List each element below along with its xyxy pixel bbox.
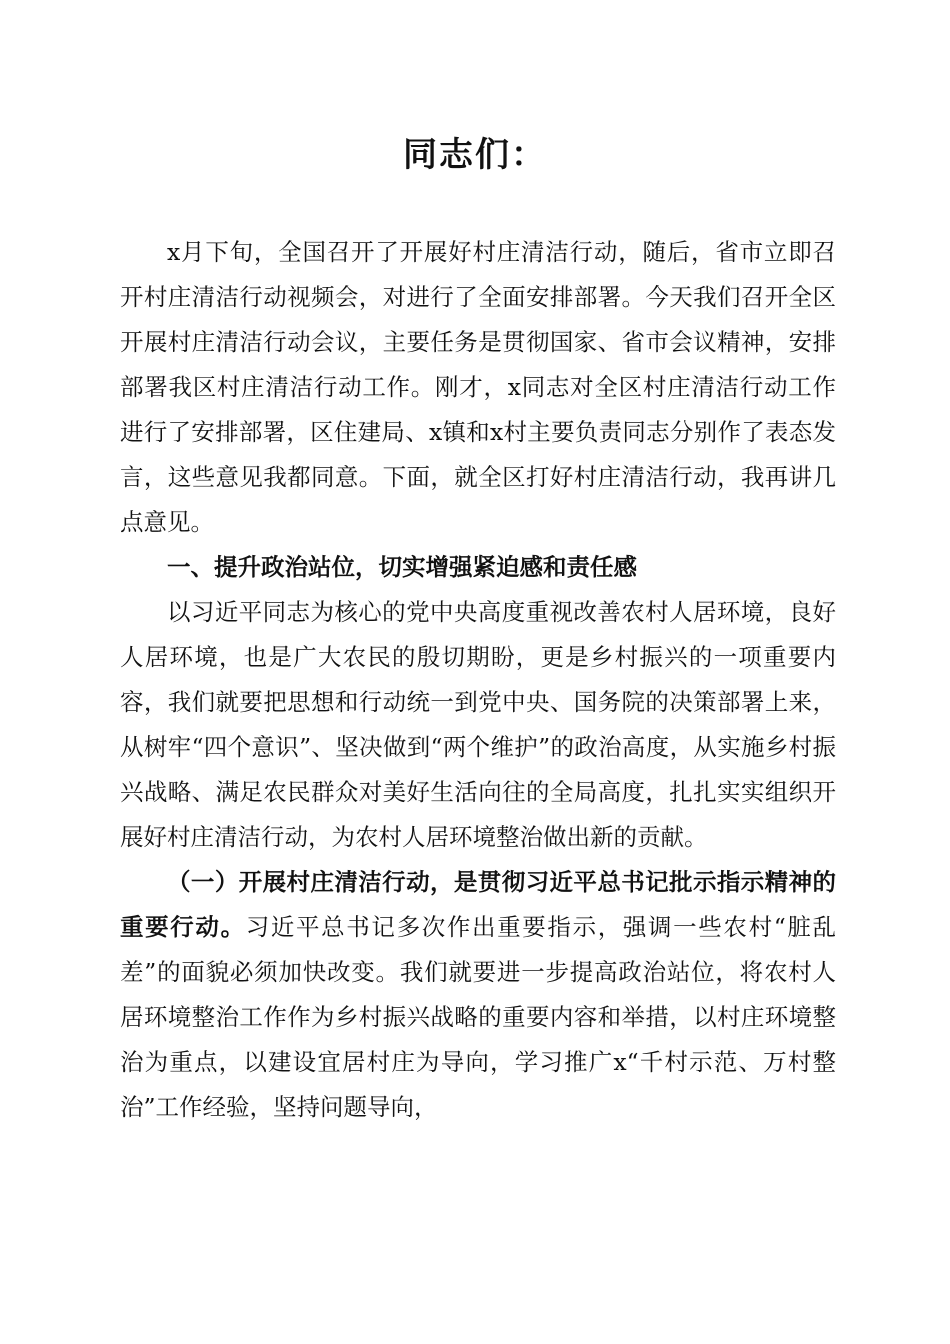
intro-paragraph: x月下旬，全国召开了开展好村庄清洁行动，随后，省市立即召开村庄清洁行动视频会，对进行了全面安排部署。今天我们召开全区开展村庄清洁行动会议，主要任务是贯彻国家、省市会议精神，安排部署我区村庄清洁行动工作。刚才，x同志对全区村庄清洁行动工作进行了安排部署，区住建局、x镇和x村主要负责同志分别作了表态发言，这些意见我都同意。下面，就全区打好村庄清洁行动，我再讲几点意见。	[120, 238, 836, 536]
document-body	[120, 230, 836, 1130]
section-1-paragraph: 以习近平同志为核心的党中央高度重视改善农村人居环境，良好人居环境，也是广大农民的殷切期盼，更是乡村振兴的一项重要内容，我们就要把思想和行动统一到党中央、国务院的决策部署上来，从树牢“四个意识”、坚决做到“两个维护”的政治高度，从实施乡村振兴战略、满足农民群众对美好生活向往的全局高度，扎扎实实组织开展好村庄清洁行动，为农村人居环境整治做出新的贡献。	[120, 598, 836, 851]
subsection-1-paragraph	[120, 860, 836, 1130]
subsection-1-lead: （一）开展村庄清洁行动，是贯彻习近平总书记批示指示精神的重要行动。	[120, 868, 836, 941]
section-heading-1: 一、提升政治站位，切实增强紧迫感和责任感	[167, 553, 637, 581]
subsection-1-text: 习近平总书记多次作出重要指示，强调一些农村“脏乱差”的面貌必须加快改变。我们就要进一步提高政治站位，将农村人居环境整治工作作为乡村振兴战略的重要内容和举措，以村庄环境整治为重点，以建设宜居村庄为导向，学习推广x“千村示范、万村整治”工作经验，坚持问题导向，	[120, 913, 837, 1121]
page-title: 同志们：	[403, 135, 547, 175]
